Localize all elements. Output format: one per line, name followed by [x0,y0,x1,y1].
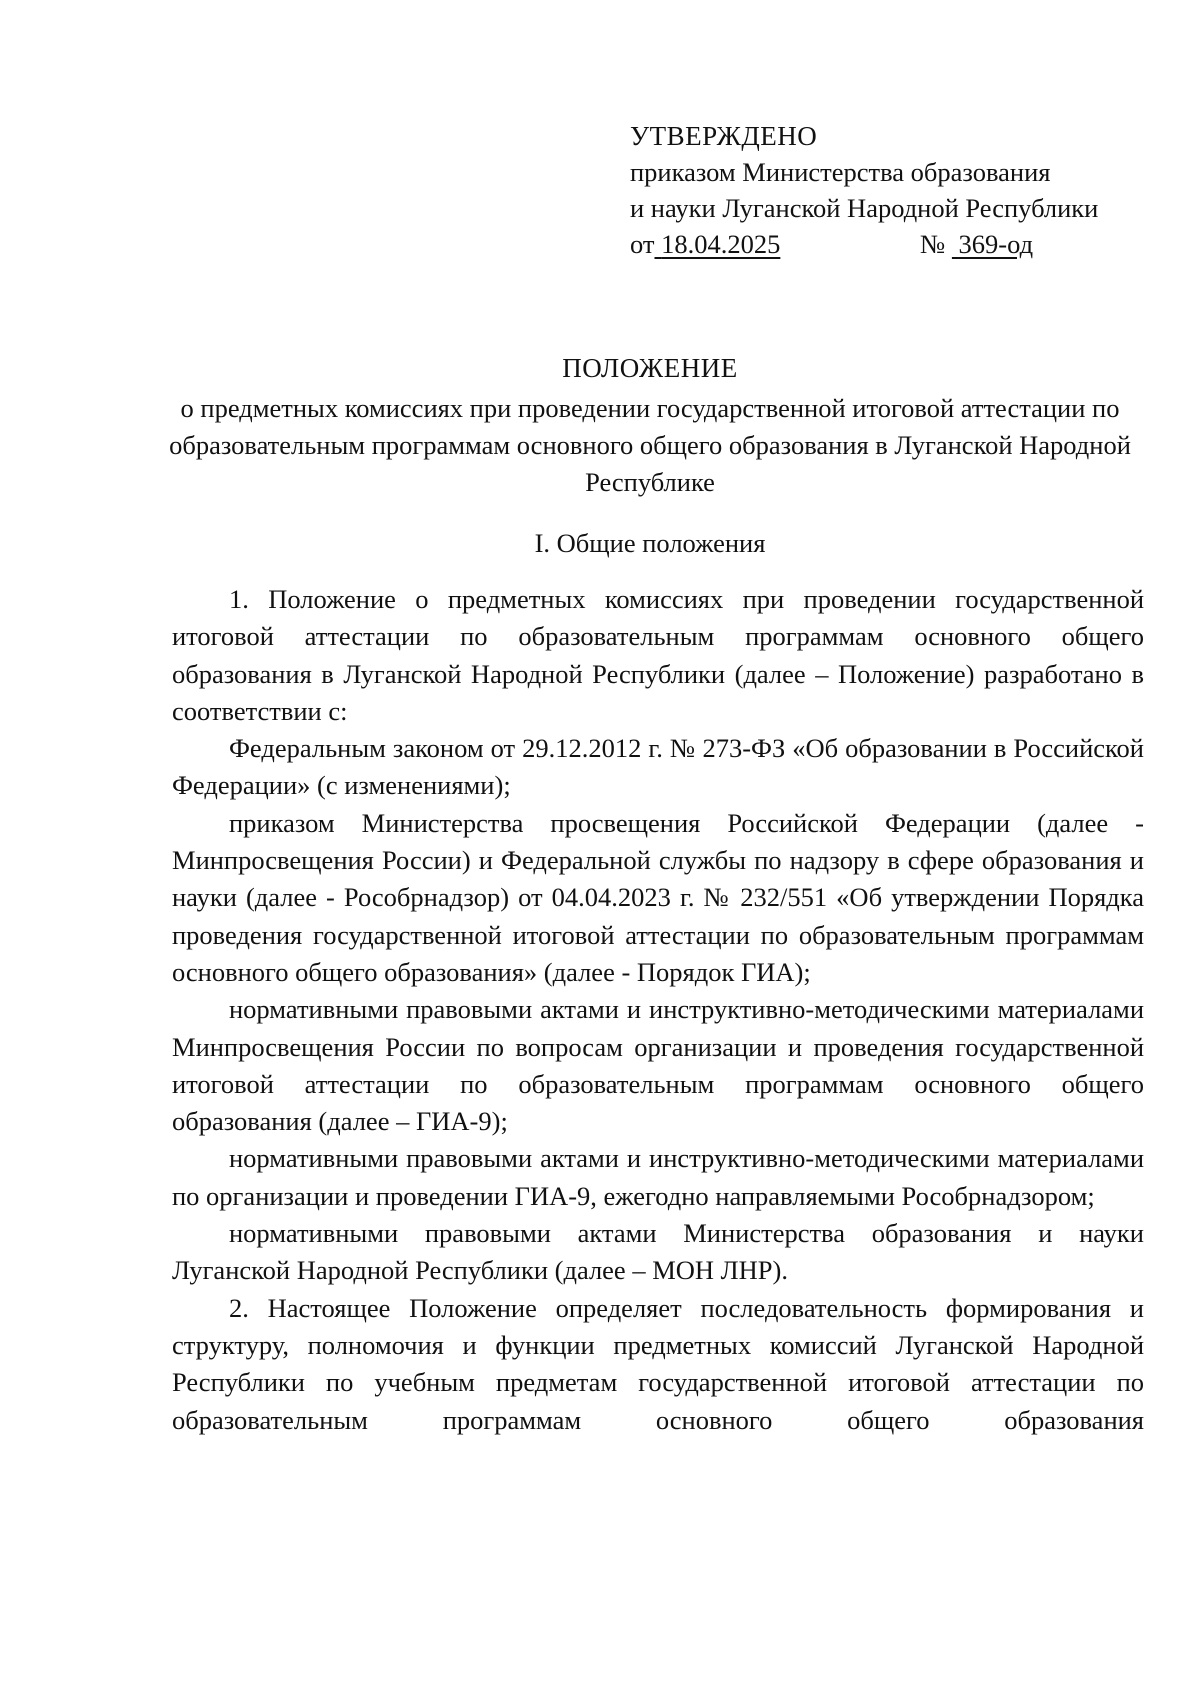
document-body [172,581,1144,1439]
order-number-value: 369-од [958,229,1034,259]
section-title: I. Общие положения [534,528,766,558]
paragraph: нормативными правовыми актами Министерства образования и науки Луганской Народной Республики (далее – МОН ЛНР). [172,1218,1144,1286]
document-title: ПОЛОЖЕНИЕ [562,353,738,383]
approval-order-line [630,226,1098,262]
paragraph: приказом Министерства просвещения Российской Федерации (далее - Минпросвещения России) и Федеральной службы по надзору в сфере образования и науки (далее - Рособрнадзор) от 04.04.2023 г. № 232/551 «Об утверждении Порядка проведения государственной итоговой аттестации по образовательным программам основного общего образования» (далее - Порядок ГИА); [172,807,1144,987]
order-date-value: 18.04.2025 [661,229,781,259]
approval-block [630,118,1098,262]
paragraph: 1. Положение о предметных комиссиях при проведении государственной итоговой аттестации по образовательным программам основного общего образования в Луганской Народной Республики (далее – Положение) разработано в соответствии с: [172,584,1144,726]
paragraph: нормативными правовыми актами и инструктивно-методическими материалами по организации и проведении ГИА-9, ежегодно направляемыми Рособрнадзором; [172,1143,1144,1211]
document-subtitle: о предметных комиссиях при проведении государственной итоговой аттестации по образовательным программам основного общего образования в Луганской Народной Республике [169,393,1131,497]
paragraph: нормативными правовыми актами и инструктивно-методическими материалами Минпросвещения России по вопросам организации и проведения государственной итоговой аттестации по образовательным программам основного общего образования (далее – ГИА-9); [172,994,1144,1137]
approval-title: УТВЕРЖДЕНО [630,121,818,151]
order-date [654,229,780,259]
number-prefix: № [919,229,946,259]
approval-line-2: и науки Луганской Народной Республики [630,193,1099,223]
date-prefix: от [630,229,655,259]
date-underline-fill [780,229,913,259]
paragraph: 2. Настоящее Положение определяет последовательность формирования и структуру, полномочия и функции предметных комиссий Луганской Народной Республики по учебным предметам государственной итоговой аттестации по образовательным программам основного общего образования [172,1292,1144,1435]
paragraph: Федеральным законом от 29.12.2012 г. № 273-ФЗ «Об образовании в Российской Федерации» (с изменениями); [172,733,1144,801]
approval-line-1: приказом Министерства образования [630,157,1051,187]
order-number [952,229,1071,259]
